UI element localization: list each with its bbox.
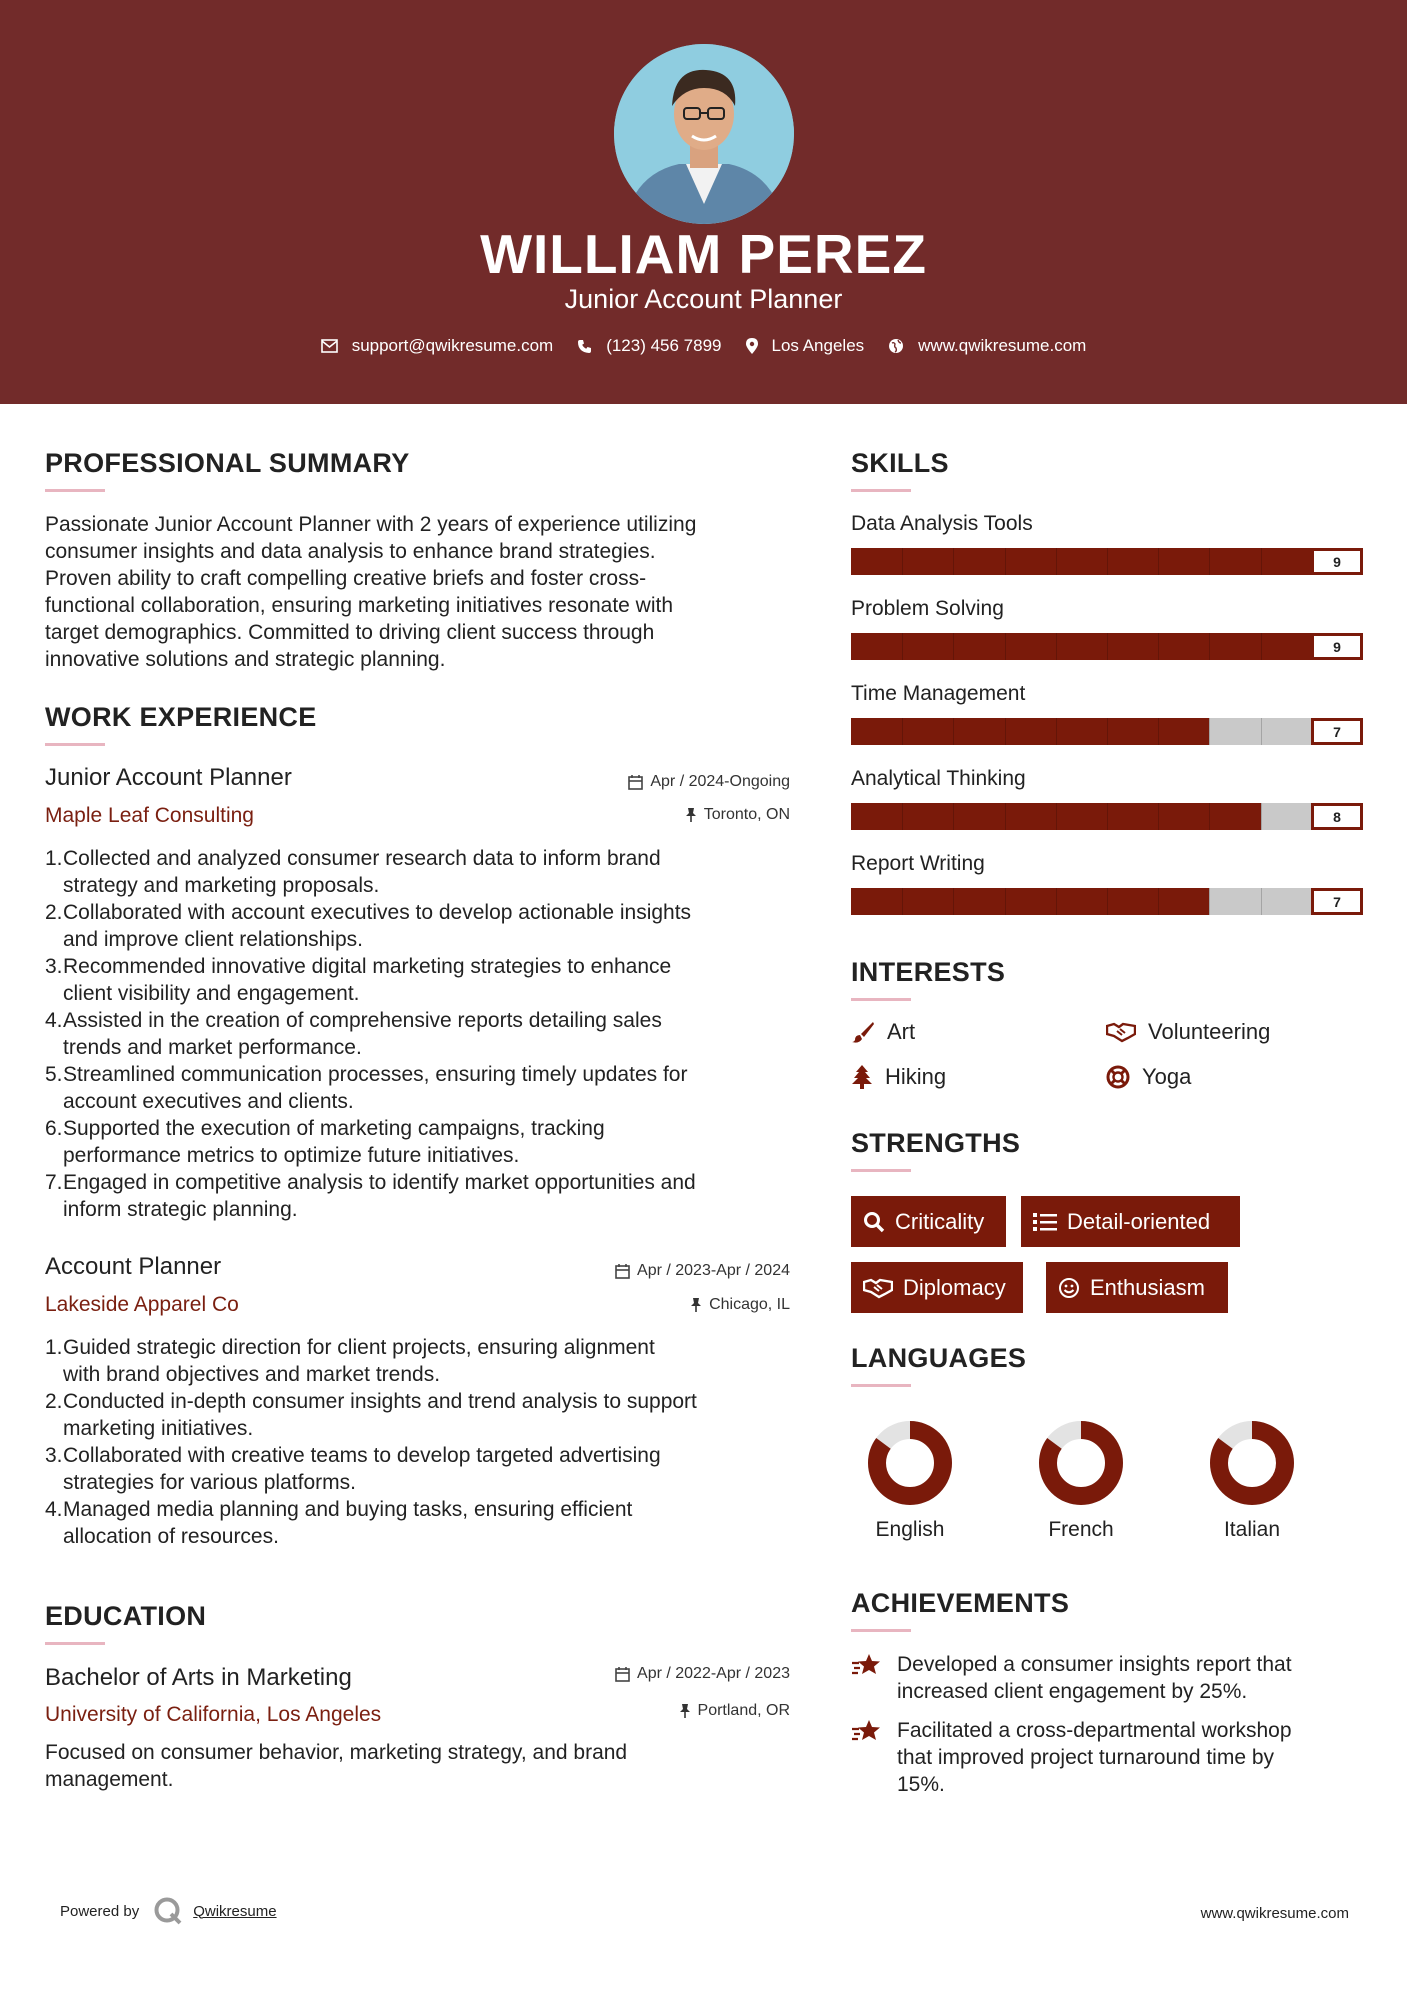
- job-bullets: [45, 845, 805, 1223]
- candidate-name: WILLIAM PEREZ: [480, 223, 927, 285]
- qwikresume-logo-icon: [153, 1896, 183, 1926]
- smile-icon: [1058, 1277, 1080, 1299]
- interest-volunteering: [1106, 1019, 1270, 1045]
- summary-text: [45, 511, 795, 673]
- item-line: Collaborated with account executives to develop actionable insights: [63, 901, 692, 924]
- contact-phone[interactable]: [577, 336, 721, 356]
- skill-bar-divider: [953, 548, 954, 575]
- item-line: account executives and clients.: [63, 1090, 354, 1113]
- list-item: [45, 1442, 805, 1496]
- footer-powered-by: [60, 1896, 277, 1926]
- pushpin-icon: [685, 807, 697, 823]
- achievement-line: Facilitated a cross-departmental workshop: [897, 1719, 1292, 1742]
- strength-label: Detail-oriented: [1067, 1208, 1211, 1234]
- language-item: [1021, 1418, 1141, 1542]
- skill-bar-divider: [1056, 888, 1057, 915]
- education-dates: [480, 1665, 790, 1683]
- summary-line: innovative solutions and strategic planning.: [45, 648, 446, 671]
- skill-bar-fill: [851, 718, 1209, 745]
- language-label: French: [1048, 1518, 1114, 1541]
- skill-bar-divider: [902, 718, 903, 745]
- education-location-text: Portland, OR: [697, 1702, 790, 1719]
- summary-underline: [45, 489, 105, 492]
- item-line: Collected and analyzed consumer research data to inform brand: [63, 847, 661, 870]
- skill-bar-divider: [1107, 803, 1108, 830]
- skill-bar: [851, 888, 1363, 915]
- skill-label: Report Writing: [851, 852, 985, 875]
- summary-line: functional collaboration, ensuring marketing initiatives resonate with: [45, 594, 674, 617]
- item-number: 5.: [45, 1063, 63, 1086]
- item-number: 2.: [45, 1390, 63, 1413]
- summary-line: Passionate Junior Account Planner with 2 years of experience utilizing: [45, 513, 697, 536]
- skill-bar: [851, 803, 1363, 830]
- star-award-icon: [851, 1653, 883, 1679]
- item-line: Assisted in the creation of comprehensive reports detailing sales: [63, 1009, 662, 1032]
- contact-email[interactable]: [321, 336, 554, 356]
- skill-bar-divider: [1005, 803, 1006, 830]
- skill-label: Time Management: [851, 682, 1026, 705]
- achievement-item: [851, 1651, 1371, 1705]
- skill-bar-divider: [1005, 888, 1006, 915]
- skill-bar: [851, 633, 1363, 660]
- skill-bar-divider: [902, 548, 903, 575]
- summary-line: target demographics. Committed to driving client success through: [45, 621, 655, 644]
- phone-icon: [577, 339, 592, 354]
- strength-label: Diplomacy: [903, 1274, 1006, 1300]
- item-line: Engaged in competitive analysis to identify market opportunities and: [63, 1171, 696, 1194]
- lifering-icon: [1106, 1065, 1130, 1089]
- map-pin-icon: [746, 338, 758, 354]
- skill-bar-divider: [1158, 888, 1159, 915]
- envelope-icon: [321, 339, 338, 353]
- skill-bar-divider: [1261, 548, 1262, 575]
- interest-hiking: [851, 1064, 946, 1090]
- skill-bar-divider: [953, 633, 954, 660]
- pushpin-icon: [690, 1297, 702, 1313]
- interest-label: Art: [887, 1019, 916, 1044]
- languages-heading: LANGUAGES: [851, 1343, 1027, 1373]
- achievement-text: [897, 1717, 1292, 1798]
- item-line: client visibility and engagement.: [63, 982, 360, 1005]
- skill-bar-divider: [1158, 548, 1159, 575]
- calendar-icon: [628, 774, 643, 790]
- strengths-underline: [851, 1169, 911, 1172]
- resume-header: [0, 0, 1407, 404]
- skill-bar-divider: [1056, 633, 1057, 660]
- item-line: Guided strategic direction for client projects, ensuring alignment: [63, 1336, 655, 1359]
- list-icon: [1033, 1212, 1057, 1232]
- item-line: Recommended innovative digital marketing strategies to enhance: [63, 955, 672, 978]
- job-location: [480, 1296, 790, 1314]
- achievement-text: [897, 1651, 1292, 1705]
- achievement-line: Developed a consumer insights report that: [897, 1653, 1292, 1676]
- item-line: with brand objectives and market trends.: [63, 1363, 441, 1386]
- item-line: marketing initiatives.: [63, 1417, 254, 1440]
- skills-underline: [851, 489, 911, 492]
- skill-label: Data Analysis Tools: [851, 512, 1033, 535]
- languages-underline: [851, 1384, 911, 1387]
- skill-bar-divider: [1209, 548, 1210, 575]
- calendar-icon: [615, 1666, 630, 1682]
- search-icon: [863, 1211, 885, 1233]
- list-item: [45, 1061, 805, 1115]
- experience-underline: [45, 743, 105, 746]
- achievements-heading: ACHIEVEMENTS: [851, 1588, 1070, 1618]
- email-text: support@qwikresume.com: [351, 336, 554, 355]
- skill-bar-divider: [1261, 718, 1262, 745]
- job-dates-text: Apr / 2023-Apr / 2024: [637, 1262, 790, 1279]
- item-line: performance metrics to optimize future initiatives.: [63, 1144, 520, 1167]
- strength-label: Criticality: [895, 1208, 985, 1234]
- item-line: and improve client relationships.: [63, 928, 363, 951]
- skill-bar-fill: [851, 633, 1312, 660]
- skill-bar-divider: [1261, 633, 1262, 660]
- language-label: Italian: [1223, 1518, 1281, 1541]
- skills-heading: SKILLS: [851, 448, 949, 478]
- skill-level-badge: 9: [1311, 633, 1363, 660]
- website-text: www.qwikresume.com: [918, 336, 1087, 355]
- skill-bar: [851, 548, 1363, 575]
- skill-label: Analytical Thinking: [851, 767, 1026, 790]
- skill-bar-divider: [953, 803, 954, 830]
- achievements-underline: [851, 1629, 911, 1632]
- list-item: [45, 845, 805, 899]
- skill-bar-divider: [1107, 633, 1108, 660]
- list-item: [45, 1496, 805, 1550]
- strength-detail-oriented: [1021, 1196, 1240, 1247]
- star-award-icon: [851, 1719, 883, 1745]
- list-item: [45, 1169, 805, 1223]
- job-location: [480, 806, 790, 824]
- interest-label: Hiking: [885, 1064, 947, 1089]
- skill-level-badge: 7: [1311, 718, 1363, 745]
- summary-line: Proven ability to craft compelling creative briefs and foster cross-: [45, 567, 647, 590]
- skill-bar-divider: [1209, 803, 1210, 830]
- education-heading: EDUCATION: [45, 1601, 207, 1631]
- summary-heading: PROFESSIONAL SUMMARY: [45, 448, 410, 478]
- strengths-heading: STRENGTHS: [851, 1128, 1021, 1158]
- skill-bar-divider: [1107, 718, 1108, 745]
- list-item: [45, 899, 805, 953]
- skill-bar-divider: [902, 888, 903, 915]
- item-line: strategies for various platforms.: [63, 1471, 356, 1494]
- calendar-icon: [615, 1263, 630, 1279]
- skill-bar-divider: [1261, 888, 1262, 915]
- contact-bar: [0, 336, 1407, 356]
- footer-website[interactable]: www.qwikresume.com: [1200, 1905, 1349, 1922]
- skill-bar-divider: [1209, 633, 1210, 660]
- location-text: Los Angeles: [771, 336, 865, 355]
- skill-bar-divider: [953, 888, 954, 915]
- language-donut: [1207, 1418, 1297, 1508]
- qwikresume-link[interactable]: Qwikresume: [193, 1902, 277, 1920]
- language-item: [850, 1418, 970, 1542]
- item-line: Collaborated with creative teams to develop targeted advertising: [63, 1444, 661, 1467]
- achievement-item: [851, 1717, 1371, 1798]
- list-item: [45, 1007, 805, 1061]
- item-number: 2.: [45, 901, 63, 924]
- education-dates-text: Apr / 2022-Apr / 2023: [637, 1665, 790, 1682]
- job-dates: [480, 1262, 790, 1280]
- skill-bar-divider: [1107, 548, 1108, 575]
- summary-line: consumer insights and data analysis to enhance brand strategies.: [45, 540, 656, 563]
- skill-bar-divider: [1005, 548, 1006, 575]
- interest-label: Yoga: [1142, 1064, 1192, 1089]
- language-item: [1192, 1418, 1312, 1542]
- list-item: [45, 1334, 805, 1388]
- job-location-text: Toronto, ON: [703, 806, 790, 823]
- degree-title: Bachelor of Arts in Marketing: [45, 1664, 352, 1691]
- contact-website[interactable]: [888, 336, 1086, 356]
- skill-bar-fill: [851, 888, 1209, 915]
- skill-level-badge: 9: [1311, 548, 1363, 575]
- company-name: Maple Leaf Consulting: [45, 804, 254, 827]
- achievement-line: that improved project turnaround time by: [897, 1746, 1275, 1769]
- education-underline: [45, 1642, 105, 1645]
- list-item: [45, 953, 805, 1007]
- achievement-line: increased client engagement by 25%.: [897, 1680, 1248, 1703]
- education-line: management.: [45, 1768, 174, 1791]
- item-number: 1.: [45, 847, 63, 870]
- education-description: [45, 1739, 805, 1793]
- item-line: Conducted in-depth consumer insights and trend analysis to support: [63, 1390, 697, 1413]
- profile-photo: [614, 44, 794, 224]
- interest-art: [851, 1019, 915, 1045]
- skill-bar-divider: [1005, 718, 1006, 745]
- skill-bar-divider: [1056, 718, 1057, 745]
- job-location-text: Chicago, IL: [709, 1296, 790, 1313]
- skill-level-badge: 8: [1311, 803, 1363, 830]
- skill-bar-fill: [851, 548, 1312, 575]
- skill-bar-divider: [1158, 718, 1159, 745]
- school-name: University of California, Los Angeles: [45, 1703, 382, 1726]
- skill-bar-divider: [1158, 803, 1159, 830]
- item-number: 7.: [45, 1171, 63, 1194]
- pushpin-icon: [679, 1703, 691, 1719]
- language-donut: [1036, 1418, 1126, 1508]
- experience-heading: WORK EXPERIENCE: [45, 702, 317, 732]
- item-number: 3.: [45, 955, 63, 978]
- handshake-icon: [863, 1277, 893, 1299]
- skill-level-badge: 7: [1311, 888, 1363, 915]
- job-dates: [480, 773, 790, 791]
- strength-diplomacy: [851, 1262, 1023, 1313]
- interests-heading: INTERESTS: [851, 957, 1006, 987]
- skill-bar-divider: [1056, 803, 1057, 830]
- strength-label: Enthusiasm: [1090, 1274, 1205, 1300]
- skill-bar-divider: [902, 803, 903, 830]
- candidate-role: Junior Account Planner: [564, 284, 843, 314]
- item-number: 6.: [45, 1117, 63, 1140]
- strength-criticality: [851, 1196, 1006, 1247]
- item-line: strategy and marketing proposals.: [63, 874, 380, 897]
- item-number: 3.: [45, 1444, 63, 1467]
- skill-bar-divider: [1261, 803, 1262, 830]
- job-dates-text: Apr / 2024-Ongoing: [650, 773, 790, 790]
- item-number: 4.: [45, 1009, 63, 1032]
- item-number: 4.: [45, 1498, 63, 1521]
- powered-by-text: Powered by: [60, 1902, 140, 1920]
- language-donut: [865, 1418, 955, 1508]
- language-label: English: [875, 1518, 945, 1541]
- interests-underline: [851, 998, 911, 1001]
- skill-bar-divider: [1107, 888, 1108, 915]
- skill-bar: [851, 718, 1363, 745]
- item-line: Managed media planning and buying tasks, ensuring efficient: [63, 1498, 633, 1521]
- item-number: 1.: [45, 1336, 63, 1359]
- skill-bar-divider: [1158, 633, 1159, 660]
- item-line: inform strategic planning.: [63, 1198, 298, 1221]
- interest-label: Volunteering: [1148, 1019, 1271, 1044]
- globe-icon: [888, 338, 904, 354]
- skill-bar-divider: [1209, 718, 1210, 745]
- paintbrush-icon: [851, 1020, 875, 1044]
- skill-bar-divider: [1056, 548, 1057, 575]
- skill-bar-divider: [1005, 633, 1006, 660]
- education-location: [480, 1702, 790, 1720]
- interest-yoga: [1106, 1064, 1191, 1090]
- skill-label: Problem Solving: [851, 597, 1004, 620]
- education-line: Focused on consumer behavior, marketing strategy, and brand: [45, 1741, 628, 1764]
- skill-bar-divider: [953, 718, 954, 745]
- strength-enthusiasm: [1046, 1262, 1228, 1313]
- item-line: Supported the execution of marketing campaigns, tracking: [63, 1117, 605, 1140]
- tree-icon: [851, 1065, 873, 1089]
- achievement-line: 15%.: [897, 1773, 945, 1796]
- list-item: [45, 1388, 805, 1442]
- job-bullets: [45, 1334, 805, 1550]
- handshake-icon: [1106, 1021, 1136, 1043]
- job-title: Junior Account Planner: [45, 764, 292, 791]
- item-line: allocation of resources.: [63, 1525, 279, 1548]
- list-item: [45, 1115, 805, 1169]
- job-title: Account Planner: [45, 1253, 222, 1280]
- item-line: trends and market performance.: [63, 1036, 362, 1059]
- skill-bar-divider: [1209, 888, 1210, 915]
- phone-text: (123) 456 7899: [606, 336, 722, 355]
- company-name: Lakeside Apparel Co: [45, 1293, 239, 1316]
- skill-bar-divider: [902, 633, 903, 660]
- contact-location: [746, 336, 865, 356]
- item-line: Streamlined communication processes, ensuring timely updates for: [63, 1063, 688, 1086]
